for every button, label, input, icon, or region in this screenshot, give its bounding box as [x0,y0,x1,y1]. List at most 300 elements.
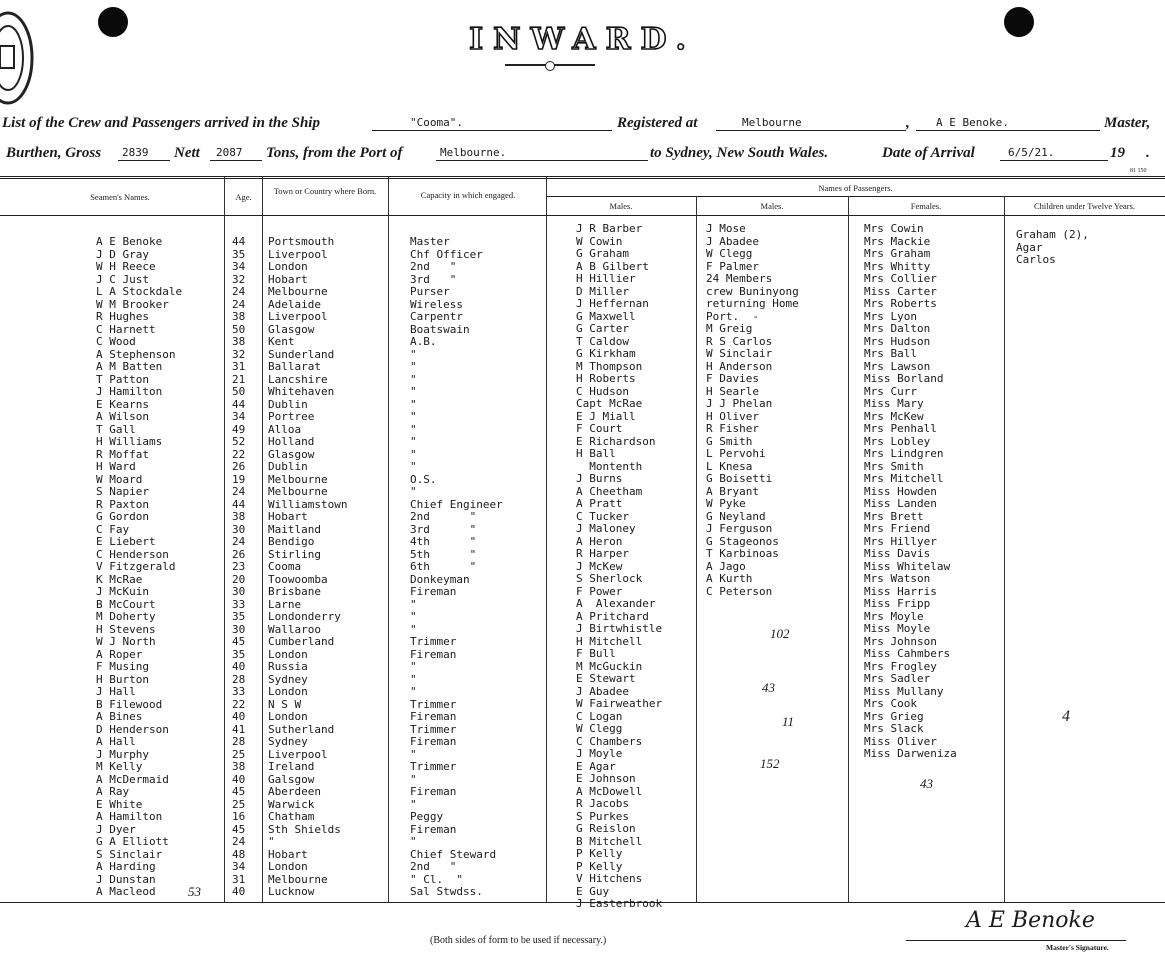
passenger-female: Mrs Cook [864,697,917,710]
passenger-male: G Boisetti [706,472,773,485]
crew-age: 28 [232,672,246,686]
crew-age: 35 [232,610,246,623]
date-underline [1000,160,1108,161]
crew-name: J C Just [96,272,149,286]
crew-town: London [268,260,308,273]
passenger-male: crew Buninyong [706,284,799,298]
passenger-male: M Greig [706,322,753,335]
crew-age: 26 [232,547,246,561]
passenger-male: A Cheetham [576,484,643,498]
crew-town: London [268,860,308,873]
crew-town: Galsgow [268,772,315,786]
crew-capacity: Master [410,235,450,248]
year-prefix: 19 [1110,145,1125,161]
passenger-female: Mrs McKew [864,409,924,423]
footer-note: (Both sides of form to be used if necessary.) [430,935,607,946]
col-divider-females [848,196,849,902]
crew-capacity: " [410,597,417,611]
crew-age: 28 [232,735,246,748]
passenger-subheader-rule [546,196,1165,197]
col-header-seamen: Seamen's Names. [90,192,150,202]
crew-age: 22 [232,697,246,711]
passenger-male: 24 Members [706,272,773,285]
crew-age: 40 [232,710,246,723]
handwritten-mark-3: 11 [782,714,795,729]
passenger-female: Miss Mullany [864,684,944,698]
destination-label: to Sydney, New South Wales. [650,145,829,161]
passenger-female: Miss Borland [864,372,944,385]
crew-name: T Gall [96,422,136,436]
passenger-female: Mrs Hudson [864,334,931,348]
passenger-male: H Mitchell [576,634,643,648]
form-code: 81 150 [1130,168,1147,174]
form-title: INWARD. [469,22,696,57]
crew-age: 30 [232,622,246,636]
crew-town: Ireland [268,760,315,773]
crew-name: A Hall [96,735,136,748]
col-divider-capacity [388,177,389,902]
passenger-male: J Abadee [576,684,629,698]
crew-capacity: " [410,772,417,786]
passenger-female: Mrs Collier [864,272,937,285]
crew-capacity: " [410,435,417,448]
passenger-male: G Graham [576,247,629,260]
crew-town: London [268,685,308,698]
col-header-town: Town or Country where Born. [273,186,377,196]
crew-name: C Henderson [96,547,169,561]
handwritten-mark-5: 43 [920,776,933,791]
crew-town: Sth Shields [268,822,341,836]
passenger-male: E J Miall [576,409,636,423]
comma: , [906,115,910,131]
crew-capacity: " [410,747,417,761]
passenger-male: G Maxwell [576,309,636,323]
passenger-male: J Easterbrook [576,897,663,910]
crew-town: Liverpool [268,310,328,323]
passenger-female: Mrs Dalton [864,322,931,335]
burthen-label: Burthen, Gross [6,145,102,161]
crew-name: H Stevens [96,622,156,636]
crew-town: Sydney [268,735,308,748]
crew-capacity: " [410,660,417,673]
crew-capacity: " [410,672,417,686]
passenger-male: W Cowin [576,234,623,248]
passenger-male: A Jago [706,559,746,573]
crew-capacity: Chief Engineer [410,497,503,511]
crew-capacity: " [410,360,417,373]
crew-name: A Harding [96,860,156,873]
crew-town: Lancshire [268,372,328,386]
passenger-male: F Power [576,584,623,598]
crew-name: R Paxton [96,497,149,511]
passenger-male: J Moyle [576,747,623,760]
crew-capacity: Boatswain [410,322,470,336]
crew-town: Wallaroo [268,622,321,636]
crew-name: J Hamilton [96,385,163,398]
crew-age: 44 [232,235,246,248]
crew-age: 24 [232,535,246,548]
passenger-male: W Clegg [576,722,623,735]
crew-town: Sydney [268,672,308,686]
passenger-male: F Court [576,422,623,435]
nett-underline [210,160,262,161]
registered-underline [716,130,906,131]
crew-capacity: " [410,485,417,498]
table-top-rule-2 [0,178,1165,179]
passenger-child: Graham (2), [1016,228,1089,241]
passenger-male: T Caldow [576,334,629,348]
crew-name: W J North [96,635,156,648]
crew-age: 45 [232,635,246,648]
crew-age: 41 [232,722,246,736]
crew-age: 25 [232,797,246,811]
crew-name: J Dyer [96,822,136,836]
crew-town: Glasgow [268,322,315,336]
passenger-child: Agar [1016,240,1043,254]
passenger-male: E Johnson [576,772,636,785]
gross-underline [118,160,170,161]
passengers-children-column [1016,229,1089,267]
passenger-male: E Stewart [576,672,636,685]
passenger-male: E Richardson [576,434,656,448]
passenger-male: J Maloney [576,522,636,535]
crew-name: E White [96,797,143,811]
crew-capacity: " [410,385,417,398]
col-header-males-1: Males. [609,201,633,211]
header-line1-label: List of the Crew and Passengers arrived in the Ship [2,115,320,131]
passenger-male: R S Carlos [706,334,773,348]
passenger-female: Mrs Watson [864,572,931,585]
passenger-female: Mrs Friend [864,522,931,535]
crew-capacity: 2nd " [410,860,457,873]
passenger-male: H Anderson [706,359,773,373]
passenger-male: E Agar [576,759,616,773]
col-header-males-2: Males. [760,201,784,211]
col-header-children: Children under Twelve Years. [1034,201,1135,211]
crew-name: R Hughes [96,310,149,323]
crew-name: H Williams [96,435,163,448]
crew-age: 26 [232,460,246,473]
crew-capacity: Trimmer [410,697,457,711]
passenger-male: P Kelly [576,859,623,873]
passenger-male: W Pyke [706,497,746,510]
passenger-male: A McDowell [576,784,643,798]
passenger-male: C Hudson [576,384,629,398]
crew-age: 24 [232,297,246,311]
master-underline [916,130,1100,131]
crew-age: 25 [232,747,246,761]
passenger-male: H Oliver [706,409,759,423]
passenger-male: W Sinclair [706,347,773,360]
crew-age: 38 [232,335,246,348]
passenger-female: Miss Moyle [864,622,931,635]
tons-label: Tons, from the Port of [266,145,403,161]
passenger-male: A Alexander [576,597,656,610]
crew-town: Cumberland [268,635,335,648]
crew-town: Liverpool [268,747,328,761]
crew-capacity: 3rd " [410,522,477,536]
handwritten-mark-2: 43 [762,680,775,695]
passenger-female: Mrs Cowin [864,222,924,235]
crew-capacity: Fireman [410,585,457,598]
passenger-male: M McGuckin [576,659,643,673]
passenger-male: L Pervohi [706,447,766,460]
passenger-female: Miss Oliver [864,734,937,748]
passenger-female: Miss Harris [864,584,937,598]
passenger-male: J Ferguson [706,522,773,535]
passenger-female: Mrs Penhall [864,422,937,435]
passenger-female: Miss Landen [864,497,937,510]
crew-capacity: " [410,622,417,636]
master-label: Master, [1104,115,1151,131]
passenger-female: Miss Whitelaw [864,559,951,573]
crew-town: Alloa [268,422,302,436]
passenger-male: F Palmer [706,259,759,273]
crew-name: H Burton [96,672,149,686]
master-signature: A E Benoke [966,908,1095,933]
crew-name: A McDermaid [96,772,169,786]
passenger-male: Capt McRae [576,397,643,410]
crew-age: 31 [232,360,246,373]
crew-capacity: Fireman [410,822,457,836]
col-header-passengers: Names of Passengers. [818,183,893,193]
passenger-male: W Clegg [706,247,753,260]
crew-name: G A Elliott [96,835,169,848]
passenger-male: A Heron [576,534,623,548]
crew-capacity: " [410,347,417,361]
passenger-female: Miss Howden [864,484,937,498]
passenger-male: P Kelly [576,847,623,860]
passenger-male: J Heffernan [576,297,649,310]
crew-town: Maitland [268,522,321,536]
handwritten-mark-6: 4 [1062,708,1070,725]
crew-capacity: Peggy [410,810,444,823]
crew-town: Chatham [268,810,315,823]
passenger-male: C Tucker [576,509,629,523]
crew-capacity: 3rd " [410,272,457,286]
master-name: A E Benoke. [936,116,1009,129]
crew-capacity: 2nd " [410,260,457,273]
title-flourish [505,64,595,66]
passenger-female: Mrs Lyon [864,309,917,323]
crew-name: B Filewood [96,697,163,711]
passenger-male: J Burns [576,472,623,485]
crew-capacity: " [410,422,417,436]
passenger-male: F Bull [576,647,616,660]
arrival-date-label: Date of Arrival [882,145,975,161]
crew-town: Dublin [268,397,308,411]
passenger-female: Mrs Frogley [864,659,937,673]
crew-name: G Gordon [96,510,149,523]
crew-town: Stirling [268,547,321,561]
crew-age: 16 [232,810,246,823]
crew-capacity: Fireman [410,647,457,661]
gross-tonnage: 2839 [122,146,149,159]
passenger-female: Mrs Ball [864,347,917,360]
crew-name: J Dunstan [96,872,156,886]
passenger-female: Mrs Curr [864,384,917,398]
passenger-female: Mrs Graham [864,247,931,260]
crew-capacity: " [410,410,417,423]
crew-capacity: " [410,797,417,811]
crew-capacity: Chf Officer [410,247,483,261]
passenger-male: V Hitchens [576,872,643,885]
passenger-male: J Mose [706,222,746,235]
crew-capacity: " [410,685,417,698]
col-header-age: Age. [235,192,252,202]
crew-age: 48 [232,847,246,861]
crew-towns-column [268,236,347,899]
crew-name: V Fitzgerald [96,560,176,573]
crew-age: 22 [232,447,246,461]
crew-name: A Bines [96,710,143,723]
passenger-male: S Sherlock [576,572,643,585]
ship-underline [372,130,612,131]
passenger-male: G Smith [706,434,753,448]
crew-name: A Ray [96,785,130,798]
crew-name: E Liebert [96,535,156,548]
crew-town: Hobart [268,847,308,861]
passenger-male: H Searle [706,384,759,398]
crew-capacity: " Cl. " [410,872,463,886]
crew-name: A M Batten [96,360,163,373]
crew-name: A Hamilton [96,810,163,823]
crew-age: 19 [232,472,246,486]
crew-town: Portree [268,410,315,423]
crew-capacity: Trimmer [410,635,457,648]
crew-town: Toowoomba [268,572,328,586]
passenger-male: Montenth [576,459,643,473]
passenger-male: F Davies [706,372,759,385]
crew-capacity: O.S. [410,472,437,486]
passenger-female: Miss Davis [864,547,931,560]
passenger-female: Mrs Slack [864,722,924,735]
year-stop: . [1146,145,1150,161]
crew-name: L A Stockdale [96,285,183,298]
crew-capacity-column [410,236,503,899]
from-port-underline [436,160,648,161]
crew-name: E Kearns [96,397,149,411]
passenger-female: Mrs Mackie [864,234,931,248]
crew-name: A Wilson [96,410,149,423]
crew-age: 35 [232,647,246,661]
passenger-male: J Birtwhistle [576,622,663,635]
crew-town: Warwick [268,797,315,811]
passenger-male: A Kurth [706,572,753,585]
crew-capacity: Trimmer [410,722,457,736]
crew-name: C Fay [96,522,130,536]
passenger-male: J McKew [576,559,623,573]
crew-capacity: Sal Stwdss. [410,885,483,898]
crew-town: Hobart [268,272,308,286]
passenger-male: H Ball [576,447,616,460]
crew-age: 40 [232,885,246,898]
crew-age: 49 [232,422,246,436]
crew-town: Brisbane [268,585,321,598]
passenger-male: L Knesa [706,459,753,473]
passenger-female: Mrs Hillyer [864,534,937,548]
crew-capacity: " [410,397,417,411]
crew-age: 45 [232,785,246,798]
crew-capacity: 2nd " [410,510,477,523]
crew-town: Melbourne [268,285,328,298]
passenger-male: S Purkes [576,809,629,823]
passenger-male: R Fisher [706,422,759,435]
col-divider-passengers [546,177,547,902]
crew-name: C Wood [96,335,136,348]
table-top-rule [0,176,1165,177]
handwritten-mark-4: 152 [760,756,780,771]
passenger-male: G Stageonos [706,534,779,548]
crew-town: Melbourne [268,872,328,886]
crew-capacity: " [410,835,417,848]
passenger-male: E Guy [576,884,610,898]
crew-name: T Patton [96,372,149,386]
col-divider-males2 [696,196,697,902]
crew-town: Aberdeen [268,785,321,798]
passenger-female: Mrs Whitty [864,259,931,273]
crew-age: 24 [232,835,246,848]
col-divider-age [224,177,225,902]
crew-capacity: Trimmer [410,760,457,773]
passenger-male: Port. - [706,309,759,323]
crew-name: M Doherty [96,610,156,623]
crew-names-column [96,236,182,899]
arrival-date: 6/5/21. [1008,146,1055,159]
crew-age: 34 [232,260,246,273]
passenger-male: J J Phelan [706,397,773,410]
passenger-female: Mrs Johnson [864,634,937,648]
col-divider-children [1004,196,1005,902]
crew-name: A Stephenson [96,347,176,361]
crew-age: 38 [232,510,246,523]
passenger-female: Miss Cahmbers [864,647,951,660]
crew-town: Kent [268,335,295,348]
crew-capacity: Donkeyman [410,572,470,586]
crew-capacity: 4th " [410,535,477,548]
crew-town: Sutherland [268,722,335,736]
crew-capacity: " [410,610,417,623]
passenger-male: A Bryant [706,484,759,498]
passengers-females-column [864,223,957,761]
crew-capacity: A.B. [410,335,437,348]
passenger-female: Miss Carter [864,284,937,298]
crew-age: 32 [232,272,246,286]
crew-age: 33 [232,597,246,611]
crew-town: Russia [268,660,308,673]
handwritten-mark-1: 102 [770,626,790,641]
passenger-male: B Mitchell [576,834,643,848]
registered-label: Registered at [617,115,698,131]
passenger-male: C Chambers [576,734,643,748]
passenger-male: D Miller [576,284,629,298]
crew-name: B McCourt [96,597,156,611]
registered-port: Melbourne [742,116,802,129]
crew-age: 45 [232,822,246,836]
passenger-male: C Peterson [706,584,773,598]
signature-line [906,940,1126,941]
crew-capacity: " [410,447,417,461]
crew-capacity: 5th " [410,547,477,561]
crew-town: Melbourne [268,472,328,486]
crew-town: Cooma [268,560,302,573]
passenger-female: Mrs Roberts [864,297,937,310]
passenger-male: C Logan [576,709,623,723]
crew-town: N S W [268,697,302,711]
passenger-female: Mrs Moyle [864,609,924,623]
crew-age: 20 [232,572,246,586]
col-header-capacity: Capacity in which engaged. [420,190,516,200]
